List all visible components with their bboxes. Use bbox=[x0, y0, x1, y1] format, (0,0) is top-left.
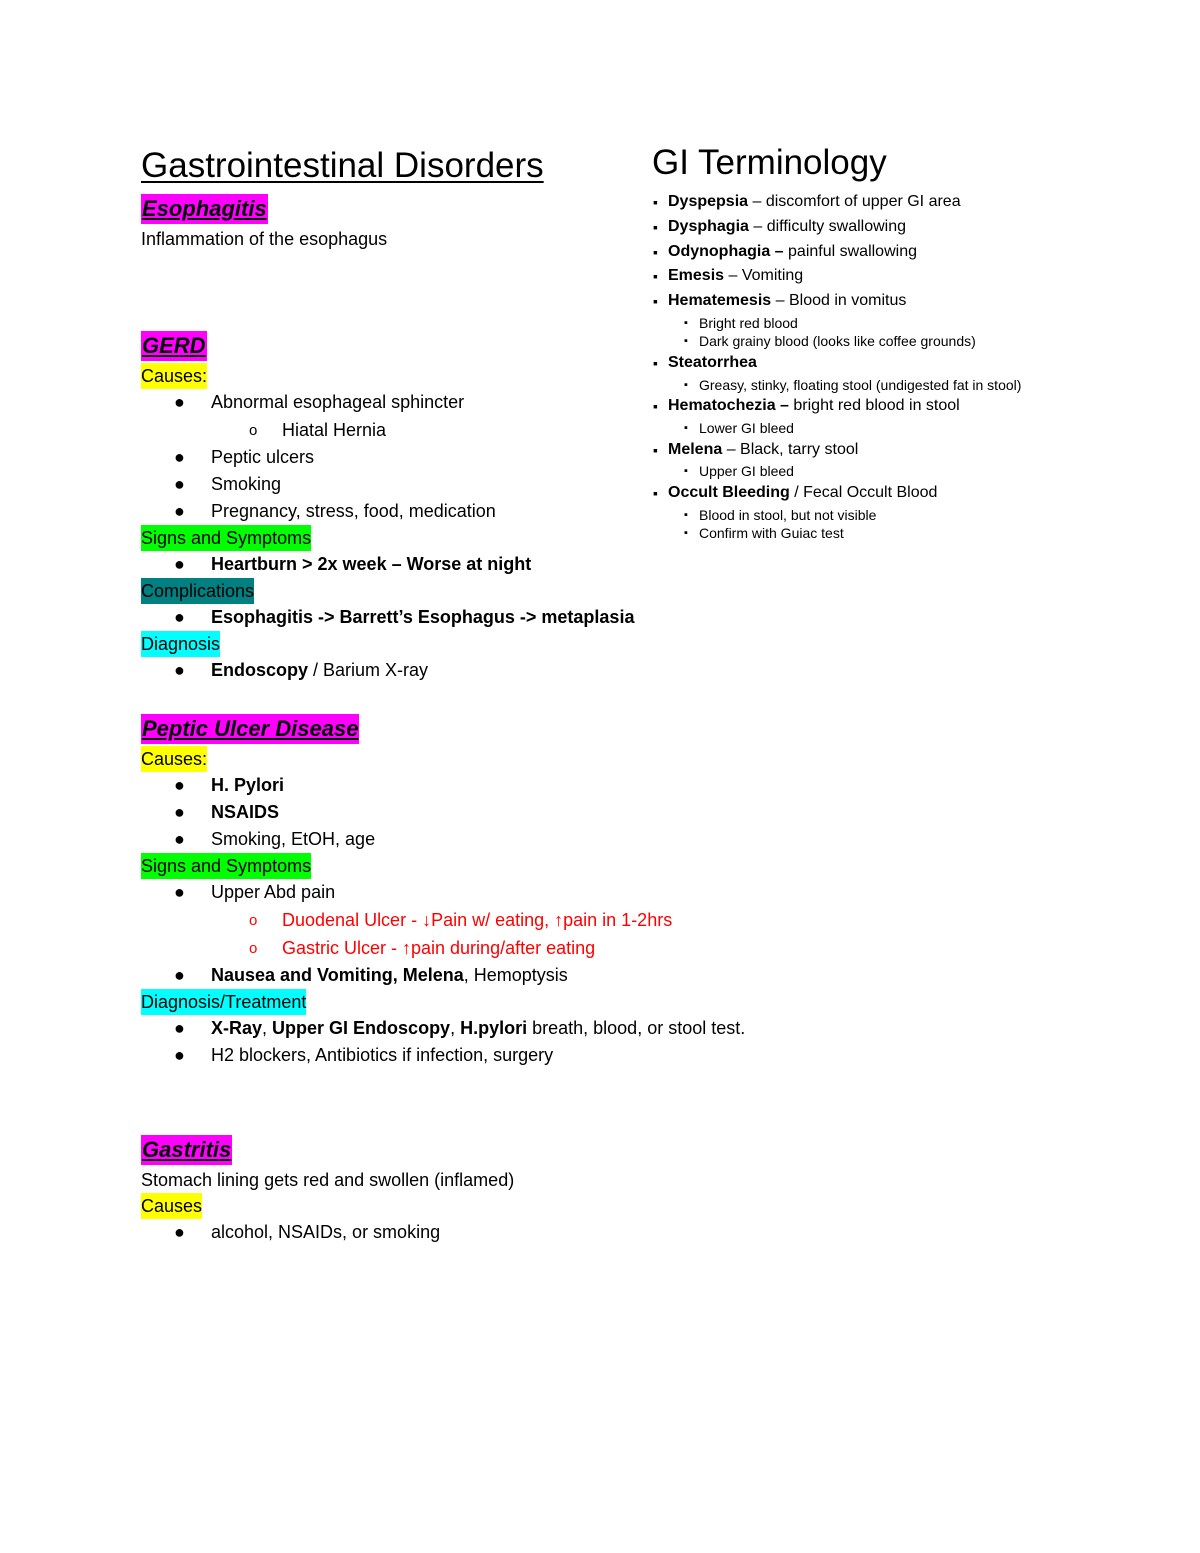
term-sub-text: Greasy, stinky, floating stool (undigested fat in stool) bbox=[699, 376, 1022, 393]
bullet-icon: ● bbox=[174, 1222, 185, 1242]
list-item: ● Endoscopy / Barium X-ray bbox=[141, 657, 661, 684]
square-bullet-icon: ▪ bbox=[653, 243, 658, 260]
term-item bbox=[652, 289, 1172, 314]
pud-causes-list bbox=[141, 772, 661, 853]
term-item bbox=[652, 264, 1172, 289]
section-title-gerd: GERD bbox=[141, 331, 207, 361]
square-bullet-icon: ▪ bbox=[684, 527, 688, 540]
section-title-pud: Peptic Ulcer Disease bbox=[141, 714, 359, 744]
term-sublist bbox=[652, 376, 1172, 395]
terminology-list bbox=[652, 190, 1172, 543]
section-title-gastritis: Gastritis bbox=[141, 1135, 232, 1165]
term-sublist-container bbox=[652, 376, 1172, 395]
term-definition: – Black, tarry stool bbox=[722, 440, 859, 458]
term-name: Steatorrhea bbox=[668, 353, 757, 371]
terminology-title: GI Terminology bbox=[652, 143, 887, 182]
term-definition: painful swallowing bbox=[783, 242, 917, 260]
list-item: ● Smoking bbox=[141, 471, 661, 498]
square-bullet-icon: ▪ bbox=[653, 194, 658, 210]
term-item bbox=[652, 240, 1172, 265]
term-name: Hematochezia – bbox=[668, 397, 789, 415]
bullet-icon: ● bbox=[174, 660, 185, 680]
bullet-icon: ● bbox=[174, 1018, 185, 1038]
term-definition: – difficulty swallowing bbox=[748, 217, 907, 235]
term-sublist-container bbox=[652, 314, 1172, 351]
square-bullet-icon: ▪ bbox=[653, 441, 658, 458]
pud-signs-sublist bbox=[141, 906, 673, 962]
list-item: o Hiatal Hernia bbox=[141, 416, 661, 444]
term-name: Dysphagia bbox=[668, 217, 749, 235]
gastritis-causes-list bbox=[141, 1219, 661, 1246]
term-sub-text: Blood in stool, but not visible bbox=[699, 506, 877, 523]
document-title: Gastrointestinal Disorders bbox=[141, 146, 544, 185]
list-item: ● X-Ray, Upper GI Endoscopy, H.pylori breath, blood, or stool test. bbox=[141, 1015, 661, 1042]
pud-causes-label: Causes: bbox=[141, 746, 207, 772]
term-name: Dyspepsia bbox=[668, 193, 749, 210]
section-peptic-ulcer-disease bbox=[141, 714, 746, 1069]
term-definition: – Vomiting bbox=[724, 267, 804, 285]
bullet-icon: ● bbox=[174, 474, 185, 494]
gerd-causes-list-2 bbox=[141, 444, 661, 525]
square-bullet-icon: ▪ bbox=[653, 354, 658, 371]
term-sub-text: Lower GI bleed bbox=[699, 420, 794, 437]
term-sublist-container bbox=[652, 506, 1172, 543]
gerd-signs-label: Signs and Symptoms bbox=[141, 525, 311, 551]
bullet-icon: ● bbox=[174, 447, 185, 467]
term-sublist bbox=[652, 462, 1172, 481]
list-item: ● alcohol, NSAIDs, or smoking bbox=[141, 1219, 661, 1246]
term-name: Melena bbox=[668, 440, 723, 458]
term-definition: bright red blood in stool bbox=[788, 397, 960, 415]
list-item: ● Smoking, EtOH, age bbox=[141, 826, 661, 853]
term-sublist bbox=[652, 419, 1172, 438]
section-title-esophagitis: Esophagitis bbox=[141, 194, 268, 224]
pud-signs-list-2 bbox=[141, 962, 661, 989]
term-sub-item bbox=[652, 462, 1172, 481]
term-item bbox=[652, 190, 1172, 215]
square-bullet-icon: ▪ bbox=[653, 218, 658, 235]
term-name: Hematemesis bbox=[668, 292, 772, 310]
bullet-icon: ● bbox=[174, 392, 185, 412]
list-item: ● Peptic ulcers bbox=[141, 444, 661, 471]
term-sublist bbox=[652, 506, 1172, 543]
bullet-icon: ● bbox=[174, 775, 185, 795]
pud-dx-label: Diagnosis/Treatment bbox=[141, 989, 306, 1015]
list-item: ● Abnormal esophageal sphincter bbox=[141, 389, 661, 416]
gerd-causes-label: Causes: bbox=[141, 363, 207, 389]
gerd-complications-label: Complications bbox=[141, 578, 254, 604]
term-item bbox=[652, 481, 1172, 506]
bullet-icon: ● bbox=[174, 882, 185, 902]
list-item: o Duodenal Ulcer - ↓Pain w/ eating, ↑pain in 1-2hrs bbox=[141, 906, 661, 934]
gastritis-causes-label: Causes bbox=[141, 1193, 202, 1219]
term-definition: – Blood in vomitus bbox=[771, 292, 907, 310]
term-item bbox=[652, 394, 1172, 419]
circle-bullet-icon: o bbox=[249, 912, 258, 929]
list-item: ● Esophagitis -> Barrett’s Esophagus -> metaplasia bbox=[141, 604, 661, 631]
esophagitis-description: Inflammation of the esophagus bbox=[141, 229, 388, 249]
pud-signs-list bbox=[141, 879, 661, 906]
bullet-icon: ● bbox=[174, 829, 185, 849]
list-item: ● Heartburn > 2x week – Worse at night bbox=[141, 551, 661, 578]
list-item: ● H2 blockers, Antibiotics if infection, surgery bbox=[141, 1042, 661, 1069]
section-gastritis bbox=[141, 1135, 661, 1246]
square-bullet-icon: ▪ bbox=[684, 508, 688, 521]
bullet-icon: ● bbox=[174, 501, 185, 521]
term-sublist-container bbox=[652, 462, 1172, 481]
term-sub-text: Bright red blood bbox=[699, 314, 798, 331]
gerd-diagnosis-list bbox=[141, 657, 661, 684]
bullet-icon: ● bbox=[174, 554, 185, 574]
gerd-complications-list bbox=[141, 604, 661, 631]
term-sub-item bbox=[652, 376, 1172, 395]
bullet-icon: ● bbox=[174, 607, 185, 627]
term-sub-item bbox=[652, 506, 1172, 525]
term-item bbox=[652, 215, 1172, 240]
square-bullet-icon: ▪ bbox=[684, 422, 688, 435]
term-name: Occult Bleeding bbox=[668, 483, 790, 501]
square-bullet-icon: ▪ bbox=[653, 398, 658, 415]
term-item bbox=[652, 351, 1172, 376]
term-sub-text: Upper GI bleed bbox=[699, 463, 794, 480]
term-sub-item bbox=[652, 419, 1172, 438]
bullet-icon: ● bbox=[174, 965, 185, 985]
term-name: Emesis bbox=[668, 267, 725, 285]
term-sub-text: Dark grainy blood (looks like coffee grounds) bbox=[699, 333, 976, 350]
square-bullet-icon: ▪ bbox=[653, 484, 658, 501]
square-bullet-icon: ▪ bbox=[653, 293, 658, 310]
circle-bullet-icon: o bbox=[249, 940, 258, 957]
term-sublist-container bbox=[652, 419, 1172, 438]
bullet-icon: ● bbox=[174, 802, 185, 822]
term-definition: / Fecal Occult Blood bbox=[789, 483, 938, 501]
gastritis-description: Stomach lining gets red and swollen (inflamed) bbox=[141, 1170, 515, 1190]
right-column bbox=[652, 140, 1172, 543]
term-item bbox=[652, 438, 1172, 463]
section-esophagitis bbox=[141, 194, 661, 252]
term-sublist bbox=[652, 314, 1172, 351]
square-bullet-icon: ▪ bbox=[653, 268, 658, 285]
list-item: ● Upper Abd pain bbox=[141, 879, 661, 906]
list-item: o Gastric Ulcer - ↑pain during/after eating bbox=[141, 934, 661, 962]
square-bullet-icon: ▪ bbox=[684, 335, 688, 348]
square-bullet-icon: ▪ bbox=[684, 316, 688, 329]
bullet-icon: ● bbox=[174, 1045, 185, 1065]
term-sub-item bbox=[652, 314, 1172, 333]
gerd-causes-sublist bbox=[141, 416, 661, 444]
list-item: ● NSAIDS bbox=[141, 799, 661, 826]
list-item: ● Nausea and Vomiting, Melena, Hemoptysis bbox=[141, 962, 661, 989]
term-name: Odynophagia – bbox=[668, 242, 784, 260]
circle-bullet-icon: o bbox=[249, 422, 258, 439]
gerd-signs-list bbox=[141, 551, 661, 578]
term-sub-item bbox=[652, 332, 1172, 351]
pud-dx-list bbox=[141, 1015, 746, 1069]
list-item: ● H. Pylori bbox=[141, 772, 661, 799]
gerd-causes-list bbox=[141, 389, 661, 416]
gerd-diagnosis-label: Diagnosis bbox=[141, 631, 220, 657]
pud-signs-label: Signs and Symptoms bbox=[141, 853, 311, 879]
section-gerd bbox=[141, 331, 661, 684]
term-sub-item bbox=[652, 524, 1172, 543]
square-bullet-icon: ▪ bbox=[684, 378, 688, 391]
term-definition: – discomfort of upper GI area bbox=[748, 193, 961, 210]
square-bullet-icon: ▪ bbox=[684, 465, 688, 478]
term-sub-text: Confirm with Guiac test bbox=[699, 525, 844, 542]
list-item: ● Pregnancy, stress, food, medication bbox=[141, 498, 661, 525]
